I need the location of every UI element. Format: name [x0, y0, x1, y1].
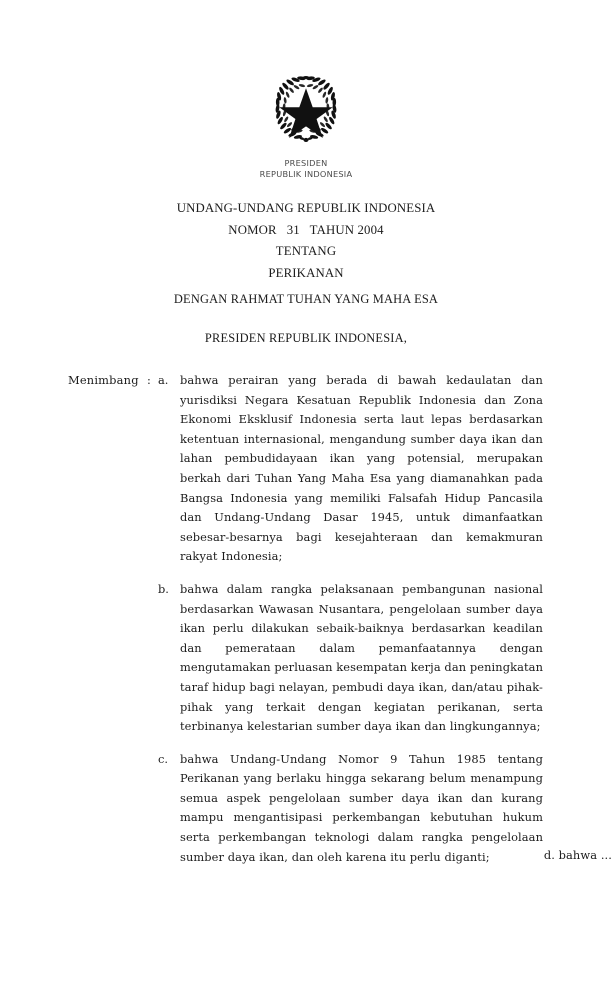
enactment-authority: PRESIDEN REPUBLIK INDONESIA,: [204, 331, 408, 345]
clause-letter-a: a.: [158, 373, 169, 387]
title-line-subject: PERIKANAN: [268, 265, 344, 280]
emblem-caption-line-2: REPUBLIK INDONESIA: [259, 169, 353, 179]
document-title-block: [0, 198, 612, 284]
clause-text-c: bahwa Undang-Undang Nomor 9 Tahun 1985 tentang Perikanan yang berlaku hingga sekarang belum menampung semua aspek pengelolaan sumber daya ikan dan kurang mampu mengantisipasi perkembangan kebutuhan hukum serta perkembangan teknologi dalam rangka pengelolaan sumber daya ikan, dan oleh karena itu perlu diganti;: [180, 751, 543, 864]
clause-text-a: bahwa perairan yang berada di bawah kedaulatan dan yurisdiksi Negara Kesatuan Republik Indonesia dan Zona Ekonomi Eksklusif Indonesia serta laut lepas berdasarkan ketentuan internasional, mengandung sumber daya ikan dan lahan pembudidayaan ikan yang potensial, merupakan berkah dari Tuhan Yang Maha Esa yang diamanahkan pada Bangsa Indonesia yang memiliki Falsafah Hidup Pancasila dan Undang-Undang Dasar 1945, untuk dimanfaatkan sebesar-besarnya bagi kesejahteraan dan kemakmuran rakyat Indonesia;: [180, 373, 543, 564]
page-continuation-marker: d. bahwa ...: [543, 848, 612, 862]
emblem-caption: [0, 158, 612, 180]
considering-section: [0, 371, 612, 880]
emblem-block: [0, 68, 612, 180]
enactment-blessing: DENGAN RAHMAT TUHAN YANG MAHA ESA: [173, 292, 439, 306]
clause-letter-c: c.: [158, 751, 169, 766]
considering-label: Menimbang: [68, 373, 139, 387]
clause-letter-b: b.: [158, 581, 169, 596]
indonesian-presidential-star-wreath-emblem: [267, 68, 345, 152]
title-line-number-year: NOMOR 31 TAHUN 2004: [228, 222, 384, 237]
considering-clause-b: [0, 580, 612, 737]
clause-text-b: bahwa dalam rangka pelaksanaan pembangunan nasional berdasarkan Wawasan Nusantara, pengelolaan sumber daya ikan perlu dilakukan sebaik-baiknya berdasarkan keadilan dan pemerataan dalam pemanfaatannya dengan mengutamakan perluasan kesempatan kerja dan peningkatan taraf hidup bagi nelayan, pembudi daya ikan, dan/atau pihak-pihak yang terkait dengan kegiatan perikanan, serta terbinanya kelestarian sumber daya ikan dan lingkungannya;: [180, 581, 544, 734]
emblem-caption-line-1: PRESIDEN: [284, 158, 328, 168]
title-line-law-type: UNDANG-UNDANG REPUBLIK INDONESIA: [176, 201, 436, 215]
title-line-tentang: TENTANG: [275, 244, 337, 258]
considering-colon: :: [147, 373, 151, 387]
considering-clause-a: [0, 371, 612, 567]
